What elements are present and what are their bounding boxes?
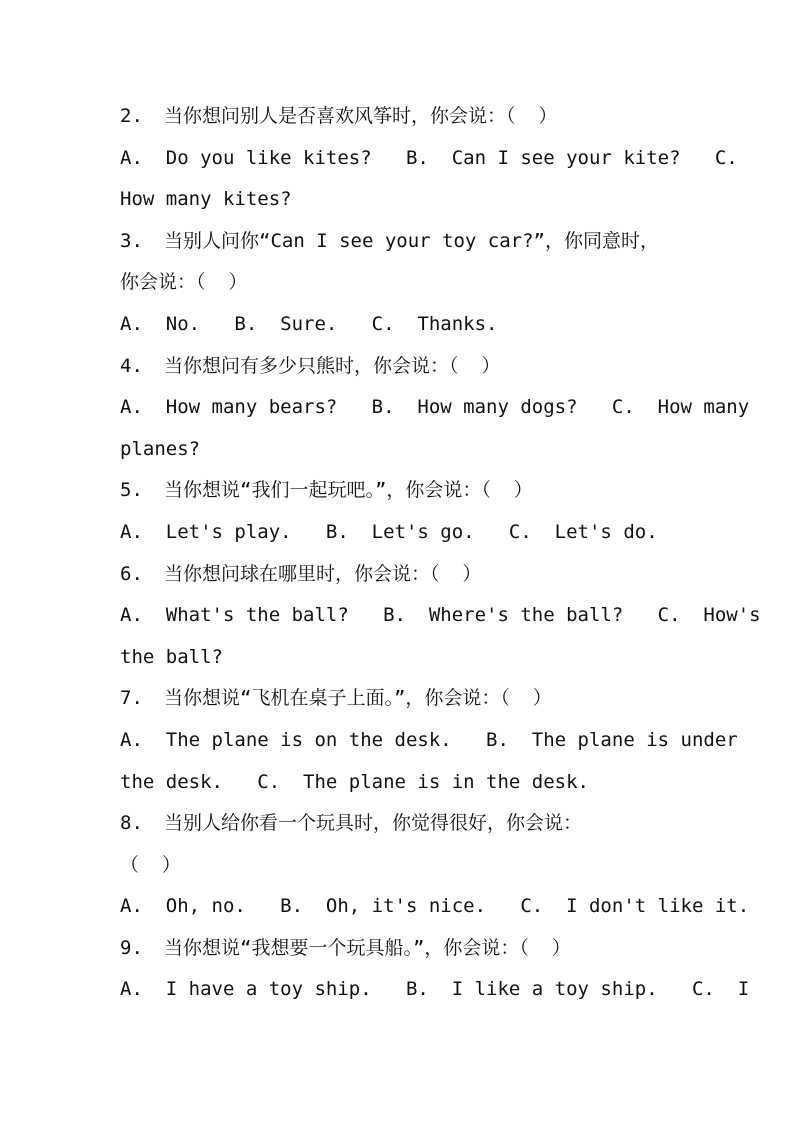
question-prompt [120,678,690,720]
question-prompt [120,803,690,845]
question-prompt [120,96,690,138]
question-prompt [120,221,690,263]
question-prompt [120,554,690,596]
options-line: the ball? [120,645,223,668]
options-line: the desk. C. The plane is in the desk. [120,770,589,793]
question-number: 7. [120,687,143,710]
question-list [120,96,761,1011]
question-text: 当你想问有多少只熊时，你会说：（ ） [164,354,501,377]
options-line: A. Oh, no. B. Oh, it's nice. C. I don't like it. [120,895,750,918]
options-line: A. I have a toy ship. B. I like a toy ship. C. I [120,978,750,1001]
question-prompt [120,470,690,512]
options-line: A. What's the ball? B. Where's the ball? C. How's [120,604,761,627]
options-line: planes? [120,437,201,460]
options-line: A. The plane is on the desk. B. The plane is under [120,728,738,751]
question-number: 4. [120,354,143,377]
question-number: 5. [120,479,143,502]
options-line: A. How many bears? B. How many dogs? C. How many [120,396,750,419]
options-line: How many kites? [120,188,292,211]
options-line: A. Do you like kites? B. Can I see your kite? C. [120,146,738,169]
options-line: A. Let's play. B. Let's go. C. Let's do. [120,520,658,543]
question-number: 2. [120,105,143,127]
question-number: 6. [120,562,143,585]
question-number: 3. [120,229,143,252]
question-text: 当你想说“飞机在桌子上面。”，你会说：（ ） [164,687,552,710]
question-text-continued: （ ） [120,853,181,876]
question-text: 当别人给你看一个玩具时，你觉得很好，你会说： [164,812,583,835]
question-text: 当你想说“我们一起玩吧。”，你会说：（ ） [164,479,533,502]
question-number: 8. [120,812,143,835]
options-line: A. No. B. Sure. C. Thanks. [120,312,498,335]
question-text: 当别人问你“Can I see your toy car?”，你同意时， [164,229,659,252]
question-prompt [120,928,690,970]
question-text: 当你想问球在哪里时，你会说：（ ） [164,562,482,585]
question-number: 9. [120,936,143,959]
question-prompt [120,346,690,388]
question-text-continued: 你会说：（ ） [120,271,248,294]
question-text: 当你想问别人是否喜欢风筝时，你会说：（ ） [164,105,558,127]
question-text: 当你想说“我想要一个玩具船。”，你会说：（ ） [164,936,571,959]
